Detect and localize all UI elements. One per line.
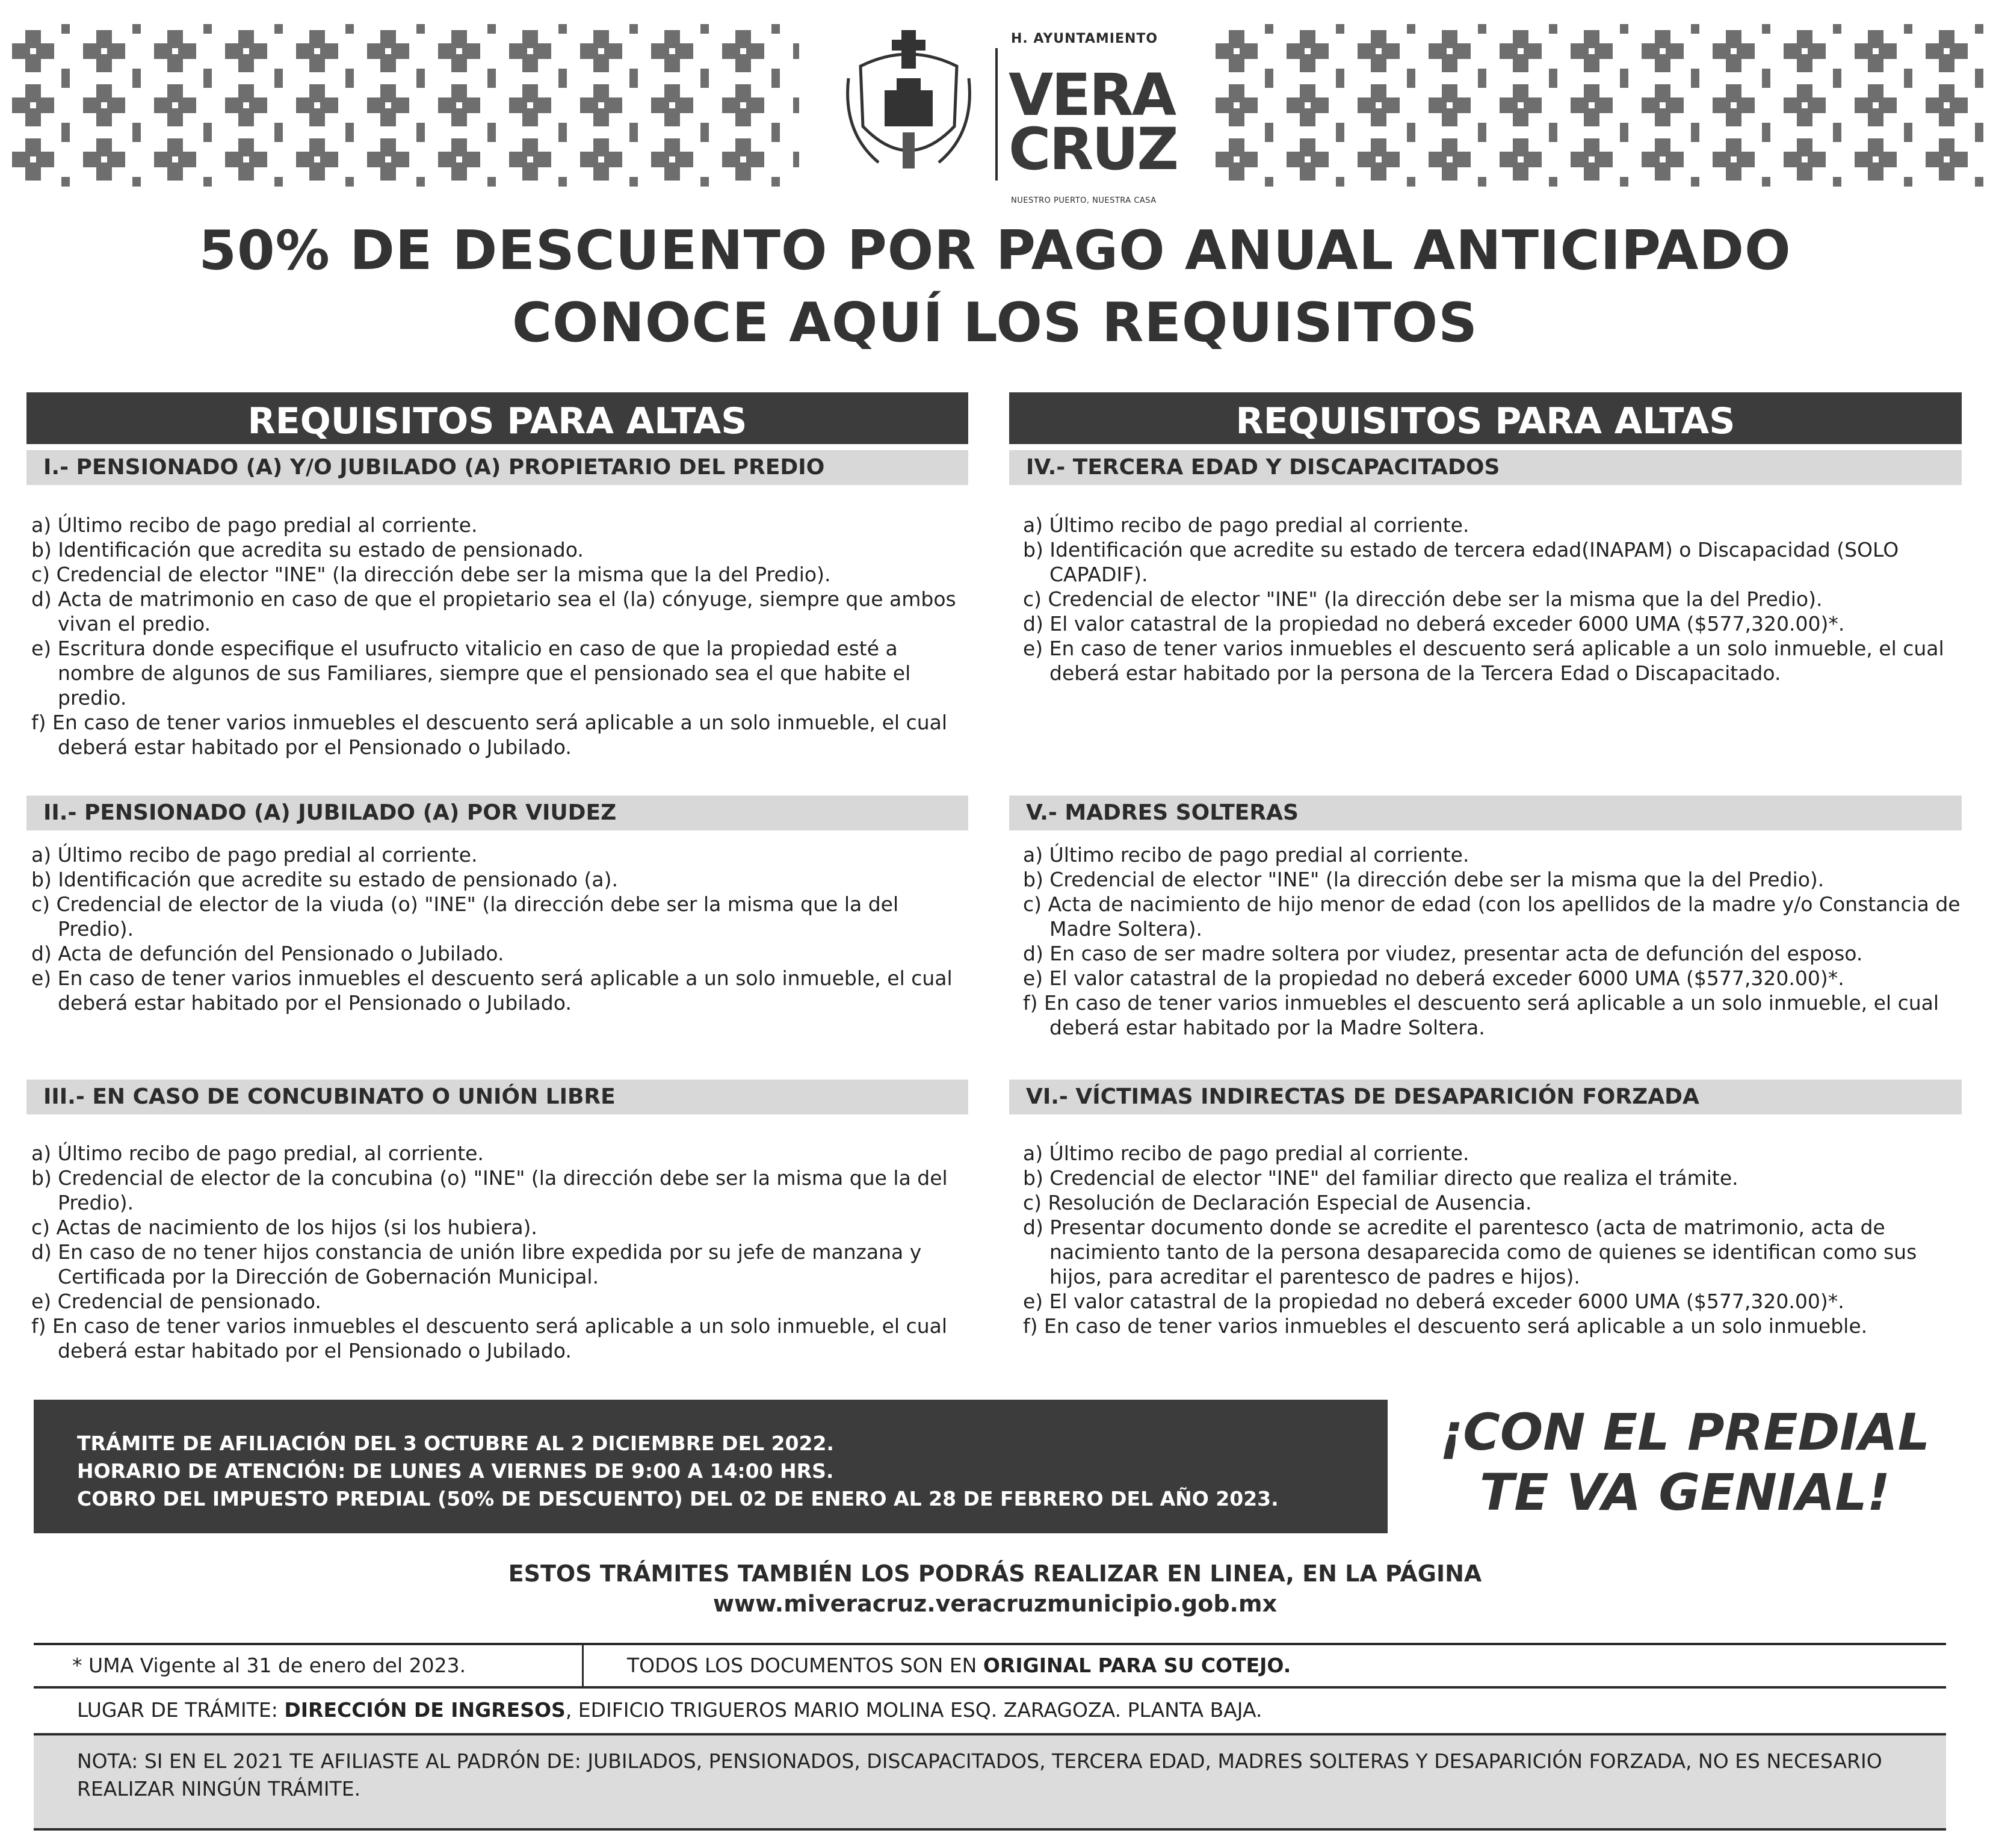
slogan xyxy=(1420,1402,1950,1522)
main-title: 50% DE DESCUENTO POR PAGO ANUAL ANTICIPADO xyxy=(199,219,1791,282)
location-office: DIRECCIÓN DE INGRESOS xyxy=(284,1698,566,1722)
list-item: a) Último recibo de pago predial al corriente. xyxy=(31,843,478,867)
list-item: b) Identificación que acredite su estado de tercera edad(INAPAM) o Discapacidad (SOLO CAPADIF). xyxy=(1023,538,1899,586)
list-item: f) En caso de tener varios inmuebles el descuento será aplicable a un solo inmueble. xyxy=(1023,1314,1868,1338)
list-item: b) Credencial de elector "INE" (la dirección debe ser la misma que la del Predio). xyxy=(1023,868,1825,891)
nota-text: NOTA: SI EN EL 2021 TE AFILIASTE AL PADRÓN DE: JUBILADOS, PENSIONADOS, DISCAPACITADOS, TERCERA EDAD, MADRES SOLTERAS Y DESAPARICIÓN FORZADA, NO ES NECESARIO REALIZAR NINGÚN TRÁMITE. xyxy=(77,1749,1882,1800)
dates-box xyxy=(34,1400,1388,1533)
section-list-viudez xyxy=(31,842,967,1015)
section-title-madres-solteras: V.- MADRES SOLTERAS xyxy=(1009,796,1962,830)
list-item: a) Último recibo de pago predial, al corriente. xyxy=(31,1142,484,1165)
list-item: e) El valor catastral de la propiedad no deberá exceder 6000 UMA ($577,320.00)*. xyxy=(1023,1290,1844,1313)
section-title-desaparicion: VI.- VÍCTIMAS INDIRECTAS DE DESAPARICIÓN FORZADA xyxy=(1009,1080,1962,1114)
uma-note: * UMA Vigente al 31 de enero del 2023. xyxy=(72,1654,466,1677)
section-title-tercera-edad: IV.- TERCERA EDAD Y DISCAPACITADOS xyxy=(1009,450,1962,485)
list-item: d) El valor catastral de la propiedad no deberá exceder 6000 UMA ($577,320.00)*. xyxy=(1023,612,1845,635)
section-list-pensionado xyxy=(31,513,967,759)
slogan-line: ¡CON EL PREDIAL xyxy=(1439,1403,1930,1462)
section-list-madres-solteras xyxy=(1023,842,1962,1040)
original-documents-note xyxy=(627,1654,1291,1678)
divider xyxy=(34,1686,1946,1689)
list-item: c) Resolución de Declaración Especial de Ausencia. xyxy=(1023,1191,1532,1214)
divider xyxy=(34,1828,1946,1831)
section-list-concubinato xyxy=(31,1141,967,1363)
section-title-concubinato: III.- EN CASO DE CONCUBINATO O UNIÓN LIBRE xyxy=(26,1080,968,1114)
section-title-pensionado: I.- PENSIONADO (A) Y/O JUBILADO (A) PROPIETARIO DEL PREDIO xyxy=(26,450,968,485)
list-item: d) Acta de defunción del Pensionado o Jubilado. xyxy=(31,942,504,965)
logo-tagline: NUESTRO PUERTO, NUESTRA CASA xyxy=(1011,196,1157,205)
section-list-tercera-edad xyxy=(1023,513,1962,685)
section-title-viudez: II.- PENSIONADO (A) JUBILADO (A) POR VIUDEZ xyxy=(26,796,968,830)
location-address: , EDIFICIO TRIGUEROS MARIO MOLINA ESQ. ZARAGOZA. PLANTA BAJA. xyxy=(565,1698,1262,1722)
section-list-desaparicion xyxy=(1023,1141,1962,1338)
list-item: c) Actas de nacimiento de los hijos (si los hubiera). xyxy=(31,1216,537,1239)
list-item: a) Último recibo de pago predial al corriente. xyxy=(1023,513,1469,537)
list-item: b) Credencial de elector "INE" del familiar directo que realiza el trámite. xyxy=(1023,1166,1738,1190)
list-item: b) Credencial de elector de la concubina (o) "INE" (la dirección debe ser la misma que la del Predio). xyxy=(31,1166,948,1214)
list-item: a) Último recibo de pago predial al corriente. xyxy=(1023,1142,1469,1165)
original-note-bold: ORIGINAL PARA SU COTEJO. xyxy=(983,1654,1291,1677)
list-item: b) Identificación que acredite su estado de pensionado (a). xyxy=(31,868,618,891)
list-item: e) En caso de tener varios inmuebles el descuento será aplicable a un solo inmueble, el cual deberá estar habitado por la persona de la Tercera Edad o Discapacitado. xyxy=(1023,637,1944,685)
list-item: f) En caso de tener varios inmuebles el descuento será aplicable a un solo inmueble, el cual deberá estar habitado por la Madre Soltera. xyxy=(1023,991,1939,1039)
coat-of-arms-icon xyxy=(836,24,981,187)
list-item: b) Identificación que acredita su estado de pensionado. xyxy=(31,538,584,561)
list-item: c) Credencial de elector "INE" (la dirección debe ser la misma que la del Predio). xyxy=(1023,587,1823,611)
slogan-line: TE VA GENIAL! xyxy=(1479,1463,1891,1522)
list-item: c) Credencial de elector de la viuda (o) "INE" (la dirección debe ser la misma que la del Predio). xyxy=(31,892,899,941)
nota-box xyxy=(34,1735,1946,1828)
list-item: c) Acta de nacimiento de hijo menor de edad (con los apellidos de la madre y/o Constancia de Madre Soltera). xyxy=(1023,892,1961,941)
location-note xyxy=(77,1698,1262,1722)
online-notice xyxy=(0,1559,1990,1619)
logo-word-cruz: CRUZ xyxy=(1009,116,1177,183)
date-line: TRÁMITE DE AFILIACIÓN DEL 3 OCTUBRE AL 2 DICIEMBRE DEL 2022. xyxy=(77,1432,834,1455)
list-item: e) El valor catastral de la propiedad no deberá exceder 6000 UMA ($577,320.00)*. xyxy=(1023,966,1844,990)
original-note-text: TODOS LOS DOCUMENTOS SON EN xyxy=(627,1654,983,1677)
list-item: a) Último recibo de pago predial al corriente. xyxy=(1023,843,1469,867)
list-item: e) Escritura donde especifique el usufructo vitalicio en caso de que la propiedad esté a nombre de algunos de sus Familiares, siempre que el pensionado sea el que habite el predio. xyxy=(31,637,911,709)
list-item: c) Credencial de elector "INE" (la dirección debe ser la misma que la del Predio). xyxy=(31,563,831,586)
logo-divider xyxy=(995,48,998,181)
list-item: a) Último recibo de pago predial al corriente. xyxy=(31,513,478,537)
list-item: e) Credencial de pensionado. xyxy=(31,1290,321,1313)
date-line: COBRO DEL IMPUESTO PREDIAL (50% DE DESCUENTO) DEL 02 DE ENERO AL 28 DE FEBRERO DEL AÑO 2023. xyxy=(77,1487,1279,1510)
vertical-divider xyxy=(582,1644,584,1687)
list-item: d) Presentar documento donde se acredite el parentesco (acta de matrimonio, acta de nacimiento tanto de la persona desaparecida como de quienes se identifican como sus hijos, para acreditar el parentesco de padres e hijos). xyxy=(1023,1216,1917,1288)
list-item: d) Acta de matrimonio en caso de que el propietario sea el (la) cónyuge, siempre que ambos vivan el predio. xyxy=(31,587,956,635)
list-item: f) En caso de tener varios inmuebles el descuento será aplicable a un solo inmueble, el cual deberá estar habitado por el Pensionado o Jubilado. xyxy=(31,1314,948,1362)
list-item: e) En caso de tener varios inmuebles el descuento será aplicable a un solo inmueble, el cual deberá estar habitado por el Pensionado o Jubilado. xyxy=(31,966,953,1015)
ayuntamiento-label: H. AYUNTAMIENTO xyxy=(1011,31,1158,46)
main-subtitle: CONOCE AQUÍ LOS REQUISITOS xyxy=(512,291,1478,354)
list-item: d) En caso de no tener hijos constancia de unión libre expedida por su jefe de manzana y Certificada por la Dirección de Gobernación Municipal. xyxy=(31,1240,922,1288)
dates-list xyxy=(77,1430,1279,1513)
location-label: LUGAR DE TRÁMITE: xyxy=(77,1698,285,1722)
list-item: f) En caso de tener varios inmuebles el descuento será aplicable a un solo inmueble, el cual deberá estar habitado por el Pensionado o Jubilado. xyxy=(31,711,948,759)
list-item: d) En caso de ser madre soltera por viudez, presentar acta de defunción del esposo. xyxy=(1023,942,1863,965)
column-header-left: REQUISITOS PARA ALTAS xyxy=(26,392,968,444)
divider xyxy=(34,1643,1946,1645)
website-link[interactable]: www.miveracruz.veracruzmunicipio.gob.mx xyxy=(712,1590,1278,1617)
online-notice-text: ESTOS TRÁMITES TAMBIÉN LOS PODRÁS REALIZAR EN LINEA, EN LA PÁGINA xyxy=(508,1560,1482,1587)
municipal-logo xyxy=(830,24,1177,205)
decorative-pattern-left xyxy=(11,24,799,187)
date-line: HORARIO DE ATENCIÓN: DE LUNES A VIERNES DE 9:00 A 14:00 HRS. xyxy=(77,1459,834,1483)
column-header-right: REQUISITOS PARA ALTAS xyxy=(1009,392,1962,444)
decorative-pattern-right xyxy=(1214,24,1990,187)
logo-word-vera: VERA xyxy=(1009,61,1175,129)
